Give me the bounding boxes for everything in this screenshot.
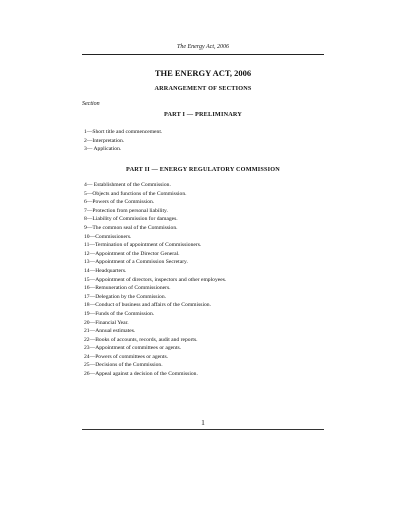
part-heading-1: PART I — PRELIMINARY: [163, 111, 243, 118]
footer-rule: [82, 429, 324, 430]
page-number: 1: [201, 418, 205, 427]
toc-item: 3— Application.: [84, 146, 122, 153]
toc-item: 6—Powers of the Commission.: [84, 199, 155, 206]
toc-item: 9—The common seal of the Commission.: [84, 224, 178, 231]
toc-item: 12—Appointment of the Director General.: [84, 250, 180, 257]
toc-item: 24—Powers of committees or agents.: [84, 353, 169, 360]
toc-item: 5—Objects and functions of the Commission.: [84, 190, 187, 197]
toc-list-part-1: [84, 128, 162, 154]
toc-item: 2—Interpretation.: [84, 137, 125, 144]
toc-item: 10—Commissioners.: [84, 233, 132, 240]
toc-list-part-2: [84, 181, 226, 379]
toc-item: 23—Appointment of committees or agents.: [84, 345, 182, 352]
toc-item: 4— Establishment of the Commission.: [84, 182, 171, 188]
toc-item: 22—Books of accounts, records, audit and reports.: [84, 336, 198, 343]
running-header: The Energy Act, 2006: [177, 44, 229, 50]
toc-item: 14—Headquarters.: [84, 267, 127, 274]
toc-item: 13—Appointment of a Commission Secretary.: [84, 259, 188, 266]
toc-item: 19—Funds of the Commission.: [84, 310, 155, 317]
header-rule: [82, 54, 324, 55]
toc-item: 17—Delegation by the Commission.: [84, 293, 167, 300]
toc-item: 11—Termination of appointment of Commissioners.: [84, 242, 202, 249]
toc-item: 8—Liability of Commission for damages.: [84, 216, 178, 223]
toc-item: 20—Financial Year.: [84, 319, 129, 326]
toc-item: 7—Protection from personal liability.: [84, 207, 168, 214]
toc-item: 15—Appointment of directors, inspectors and other employees.: [84, 276, 227, 283]
act-title: THE ENERGY ACT, 2006: [154, 68, 252, 78]
part-heading-2: PART II — ENERGY REGULATORY COMMISSION: [126, 166, 280, 173]
section-column-label: Section: [82, 101, 100, 107]
toc-item: 1—Short title and commencement.: [84, 129, 163, 135]
toc-item: 25—Decisions of the Commission.: [84, 362, 163, 369]
toc-item: 21—Annual estimates.: [84, 328, 136, 335]
toc-item: 26—Appeal against a decision of the Commission.: [84, 371, 198, 378]
toc-item: 18—Conduct of business and affairs of the Commission.: [84, 302, 211, 309]
toc-item: 16—Remuneration of Commissioners.: [84, 285, 171, 292]
arrangement-heading: ARRANGEMENT OF SECTIONS: [154, 85, 252, 92]
